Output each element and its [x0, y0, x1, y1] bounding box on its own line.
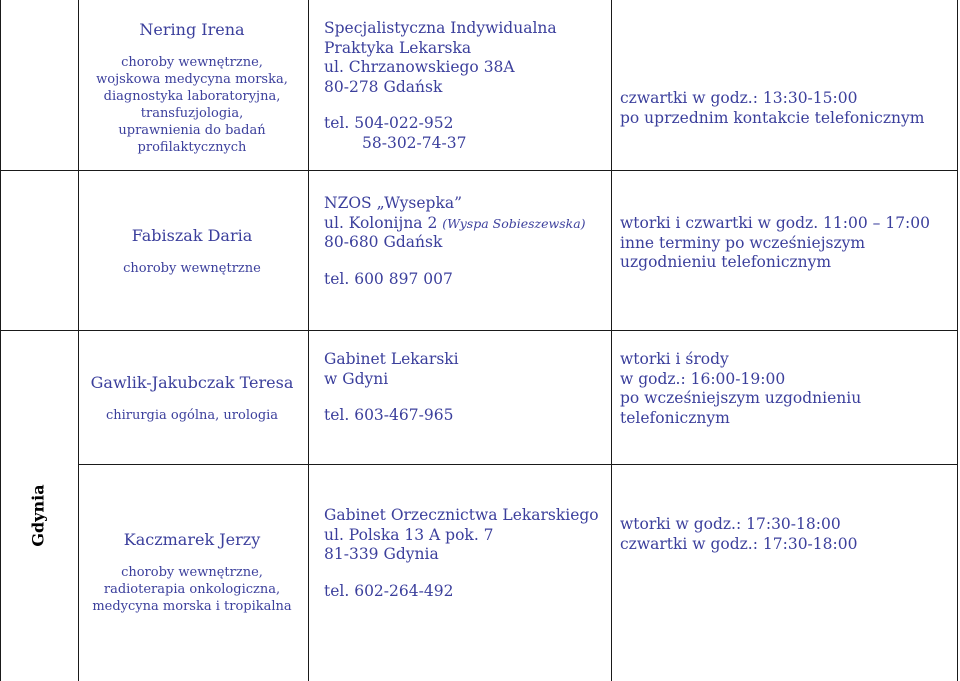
- doctor-specialties: choroby wewnętrzne: [123, 260, 261, 276]
- row-divider-3: [78, 464, 958, 465]
- row-divider-2: [0, 330, 958, 331]
- doctor-name: Kaczmarek Jerzy: [123, 530, 261, 549]
- practice-cell: NZOS „Wysepka” ul. Kolonijna 2 (Wyspa Sobieszewska) 80-680 Gdańsk tel. 600 897 007: [324, 194, 608, 289]
- doctor-specialties: choroby wewnętrzne, wojskowa medycyna morska, diagnostyka laboratoryjna, transfuzjologia, uprawnienia do badań profilaktycznych: [96, 55, 288, 155]
- table-border-left: [0, 0, 1, 681]
- hours-cell: czwartki w godz.: 13:30-15:00 po uprzednim kontakcie telefonicznym: [620, 89, 925, 127]
- column-divider-3: [611, 0, 612, 681]
- column-divider-2: [308, 0, 309, 681]
- doctor-specialties: chirurgia ogólna, urologia: [105, 407, 279, 423]
- doctor-specialties: choroby wewnętrzne, radioterapia onkologiczna, medycyna morska i tropikalna: [92, 565, 292, 614]
- phone: tel. 603-467-965: [324, 406, 454, 424]
- doctor-name: Fabiszak Daria: [131, 225, 253, 245]
- doctor-name: Nering Irena: [139, 20, 245, 39]
- practice-cell: Specjalistyczna Indywidualna Praktyka Lekarska ul. Chrzanowskiego 38A 80-278 Gdańsk tel. 504-022-952 58-302-74-37: [324, 19, 608, 153]
- row-divider-1: [0, 170, 958, 171]
- practice-cell: Gabinet Orzecznictwa Lekarskiego ul. Polska 13 A pok. 7 81-339 Gdynia tel. 602-264-492: [324, 506, 608, 601]
- doctor-cell: [78, 8, 306, 168]
- hours-cell: wtorki i czwartki w godz. 11:00 – 17:00 inne terminy po wcześniejszym uzgodnieniu telefonicznym: [620, 214, 930, 271]
- hours-cell: wtorki w godz.: 17:30-18:00 czwartki w godz.: 17:30-18:00: [620, 515, 858, 553]
- city-label: Gdynia: [28, 483, 48, 547]
- phone: tel. 600 897 007: [324, 269, 453, 288]
- doctor-name: Gawlik-Jakubczak Teresa: [90, 372, 294, 392]
- phone: tel. 602-264-492: [324, 581, 454, 600]
- table-border-right: [957, 0, 958, 681]
- hours-cell: wtorki i środy w godz.: 16:00-19:00 po wcześniejszym uzgodnieniu telefonicznym: [620, 350, 862, 427]
- phone-secondary: 58-302-74-37: [362, 133, 467, 152]
- doctor-cell: [78, 172, 306, 330]
- doctor-cell: [78, 466, 306, 681]
- phone: tel. 504-022-952: [324, 114, 454, 132]
- practice-cell: Gabinet Lekarski w Gdyni tel. 603-467-965: [324, 350, 608, 426]
- doctor-cell: [78, 332, 306, 464]
